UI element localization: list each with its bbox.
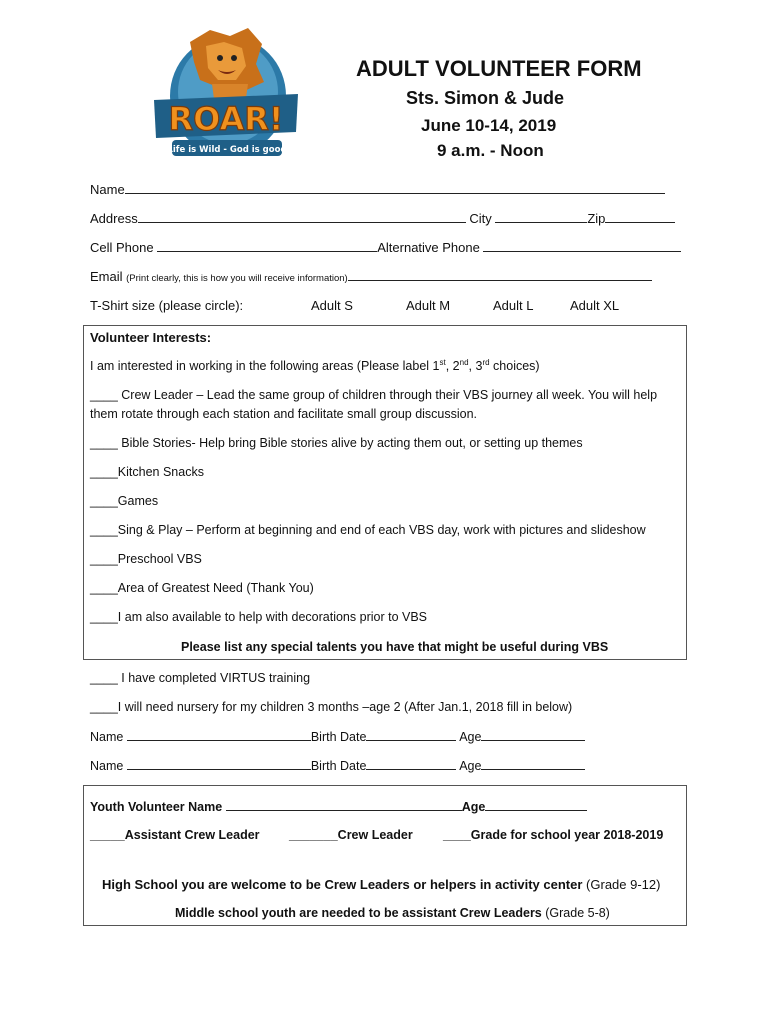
size-adult-s[interactable]: Adult S (311, 298, 353, 313)
option-nursery[interactable]: ____I will need nursery for my children 3 months –age 2 (After Jan.1, 2018 fill in below) (90, 700, 573, 714)
option-crew-leader[interactable]: ____ Crew Leader – Lead the same group of children through their VBS journey all week. You will help (90, 388, 658, 402)
option-games[interactable]: ____Games (90, 494, 159, 508)
birth-date-label: Birth Date (310, 730, 367, 744)
cell-phone-blank[interactable] (157, 240, 377, 252)
name-field[interactable] (90, 182, 665, 197)
event-time: 9 a.m. - Noon (437, 141, 544, 160)
cell-phone-label: Cell Phone (90, 240, 154, 255)
city-label: City (469, 211, 492, 226)
birth-date-blank[interactable] (366, 758, 456, 770)
child-row-2[interactable] (90, 758, 585, 773)
option-sing-play[interactable]: ____Sing & Play – Perform at beginning and end of each VBS day, work with pictures and slideshow (90, 523, 646, 537)
size-adult-xl[interactable]: Adult XL (570, 298, 620, 313)
youth-name-label: Youth Volunteer Name (90, 800, 223, 814)
middle-school-note: Middle school youth are needed to be assistant Crew Leaders (Grade 5-8) (175, 906, 610, 920)
birth-date-blank[interactable] (366, 729, 456, 741)
form-title: ADULT VOLUNTEER FORM (356, 56, 642, 81)
city-blank[interactable] (495, 211, 587, 223)
child-name-blank[interactable] (127, 758, 311, 770)
zip-label: Zip (587, 211, 606, 226)
youth-assistant-crew-leader[interactable]: _____Assistant Crew Leader (90, 828, 260, 842)
logo-word: ROAR! (168, 100, 284, 138)
zip-blank[interactable] (605, 211, 675, 223)
youth-name-blank[interactable] (226, 799, 462, 811)
option-preschool[interactable]: ____Preschool VBS (90, 552, 202, 566)
option-decorations[interactable]: ____I am also available to help with decorations prior to VBS (90, 610, 427, 624)
youth-crew-leader[interactable]: _______Crew Leader (289, 828, 413, 842)
tshirt-label: T-Shirt size (please circle): (90, 298, 244, 313)
name-blank[interactable] (125, 182, 665, 194)
option-bible-stories[interactable]: ____ Bible Stories- Help bring Bible stories alive by acting them out, or setting up themes (90, 436, 583, 450)
child-row-1[interactable] (90, 729, 585, 744)
size-adult-m[interactable]: Adult M (406, 298, 451, 313)
child-name-label: Name (90, 759, 124, 773)
event-dates: June 10-14, 2019 (421, 116, 557, 135)
special-talents-note: Please list any special talents you have that might be useful during VBS (181, 640, 609, 654)
alt-phone-label: Alternative Phone (377, 240, 480, 255)
age-label: Age (459, 730, 482, 744)
email-blank[interactable] (348, 269, 652, 281)
interests-heading: Volunteer Interests: (90, 330, 212, 345)
child-name-blank[interactable] (127, 729, 311, 741)
alt-phone-blank[interactable] (483, 240, 681, 252)
option-virtus[interactable]: ____ I have completed VIRTUS training (90, 671, 311, 685)
interests-intro: I am interested in working in the following areas (Please label 1st, 2nd, 3rd choices) (90, 357, 540, 373)
address-label: Address (90, 211, 138, 226)
option-crew-leader-detail: them rotate through each station and facilitate small group discussion. (90, 407, 478, 421)
size-adult-l[interactable]: Adult L (493, 298, 534, 313)
email-field[interactable] (90, 269, 652, 284)
parish-name: Sts. Simon & Jude (406, 88, 565, 108)
address-blank[interactable] (138, 211, 466, 223)
option-greatest-need[interactable]: ____Area of Greatest Need (Thank You) (90, 581, 314, 595)
child-name-label: Name (90, 730, 124, 744)
option-kitchen-snacks[interactable]: ____Kitchen Snacks (90, 465, 204, 479)
address-field[interactable] (90, 211, 675, 226)
age-blank[interactable] (481, 758, 585, 770)
email-note: (Print clearly, this is how you will receive information) (126, 273, 348, 284)
age-label: Age (459, 759, 482, 773)
youth-age-blank[interactable] (485, 799, 587, 811)
youth-age-label: Age (461, 800, 486, 814)
logo-tagline: Life is Wild - God is good (167, 145, 287, 155)
email-label: Email (90, 269, 123, 284)
phone-field[interactable] (90, 240, 681, 255)
age-blank[interactable] (481, 729, 585, 741)
youth-grade[interactable]: ____Grade for school year 2018-2019 (443, 828, 664, 842)
name-label: Name (90, 182, 125, 197)
roar-vbs-logo (150, 22, 302, 164)
high-school-note: High School you are welcome to be Crew Leaders or helpers in activity center (Grade 9-12) (102, 877, 661, 892)
youth-name-field[interactable] (90, 799, 587, 814)
birth-date-label: Birth Date (310, 759, 367, 773)
